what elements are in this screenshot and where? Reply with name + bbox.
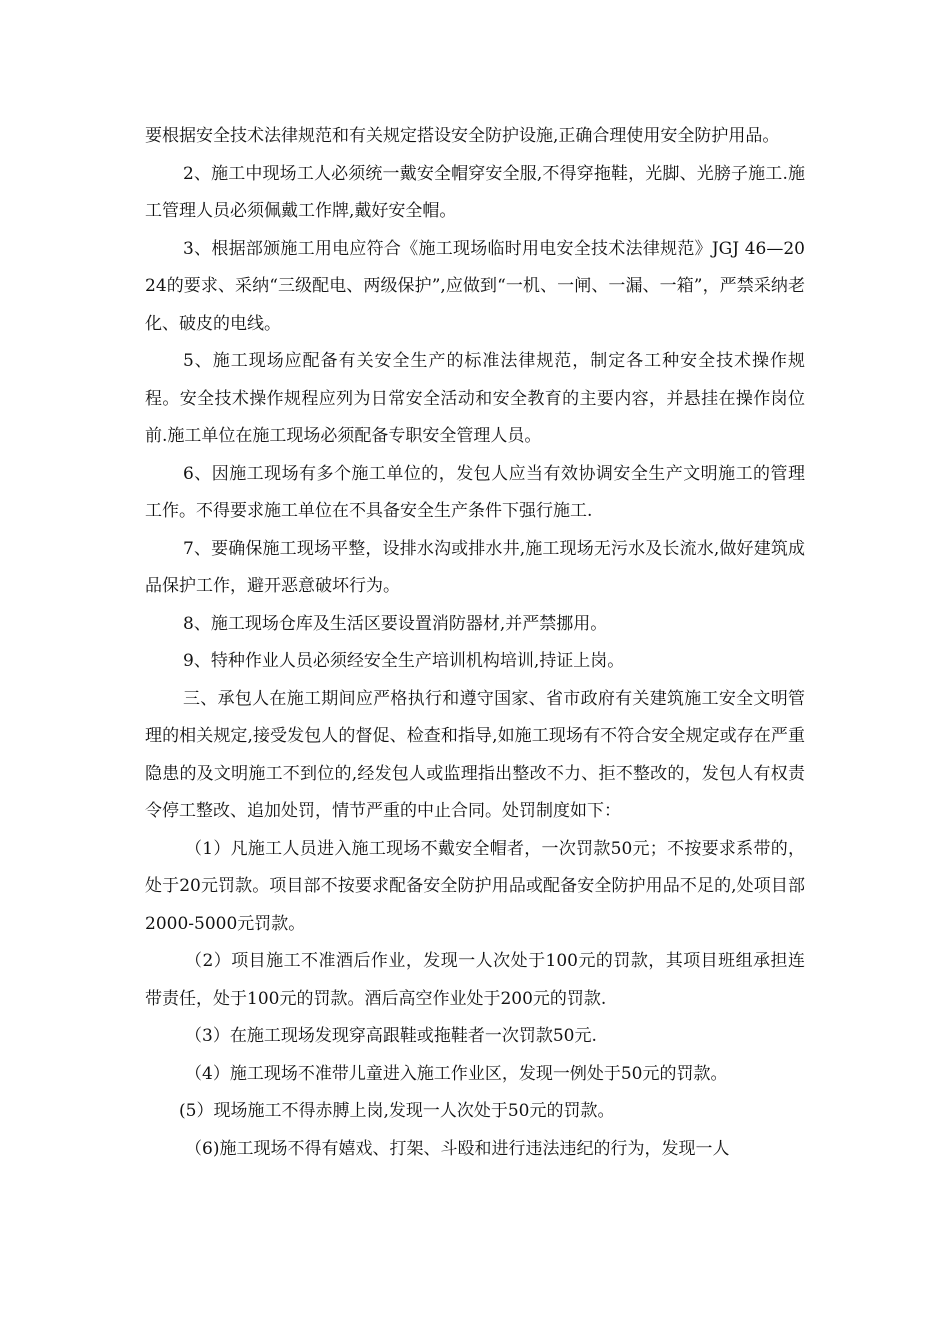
penalty-item-1: （1）凡施工人员进入施工现场不戴安全帽者，一次罚款50元；不按要求系带的，处于20元罚款。项目部不按要求配备安全防护用品或配备安全防护用品不足的,处项目部2000-5000元罚款。 (145, 838, 805, 934)
document-body (145, 118, 805, 1168)
paragraph-item-5: 5、施工现场应配备有关安全生产的标准法律规范，制定各工种安全技术操作规程。安全技术操作规程应列为日常安全活动和安全教育的主要内容，并悬挂在操作岗位前.施工单位在施工现场必须配备专职安全管理人员。 (145, 351, 805, 446)
penalty-item-2: （2）项目施工不准酒后作业，发现一人次处于100元的罚款，其项目班组承担连带责任，处于100元的罚款。酒后高空作业处于200元的罚款. (145, 951, 805, 1009)
paragraph-item-2: 2、施工中现场工人必须统一戴安全帽穿安全服,不得穿拖鞋，光脚、光膀子施工.施工管理人员必须佩戴工作牌,戴好安全帽。 (145, 163, 805, 221)
paragraph-item-7: 7、要确保施工现场平整，设排水沟或排水井,施工现场无污水及长流水,做好建筑成品保护工作，避开恶意破坏行为。 (145, 538, 805, 596)
penalty-item-4: （4）施工现场不准带儿童进入施工作业区，发现一例处于50元的罚款。 (185, 1063, 728, 1084)
penalty-item-3: （3）在施工现场发现穿高跟鞋或拖鞋者一次罚款50元. (185, 1026, 597, 1046)
paragraph-item-3: 3、根据部颁施工用电应符合《施工现场临时用电安全技术法律规范》JGJ 46—2024的要求、采纳“三级配电、两级保护”,应做到“一机、一闸、一漏、一箱”，严禁采纳老化、破皮的电线。 (145, 238, 805, 334)
penalty-item-6: （6)施工现场不得有嬉戏、打架、斗殴和进行违法违纪的行为，发现一人 (185, 1138, 730, 1159)
paragraph-item-9: 9、特种作业人员必须经安全生产培训机构培训,持证上岗。 (183, 651, 625, 671)
paragraph-item-8: 8、施工现场仓库及生活区要设置消防器材,并严禁挪用。 (183, 613, 608, 634)
paragraph-section-three: 三、承包人在施工期间应严格执行和遵守国家、省市政府有关建筑施工安全文明管理的相关规定,接受发包人的督促、检查和指导,如施工现场有不符合安全规定或存在严重隐患的及文明施工不到位的,经发包人或监理指出整改不力、拒不整改的，发包人有权责令停工整改、追加处罚，情节严重的中止合同。处罚制度如下： (145, 688, 805, 821)
paragraph-continuation: 要根据安全技术法律规范和有关规定搭设安全防护设施,正确合理使用安全防护用品。 (145, 126, 780, 146)
paragraph-item-6: 6、因施工现场有多个施工单位的，发包人应当有效协调安全生产文明施工的管理工作。不得要求施工单位在不具备安全生产条件下强行施工. (145, 463, 805, 521)
penalty-item-5: (5）现场施工不得赤膊上岗,发现一人次处于50元的罚款。 (179, 1101, 615, 1121)
